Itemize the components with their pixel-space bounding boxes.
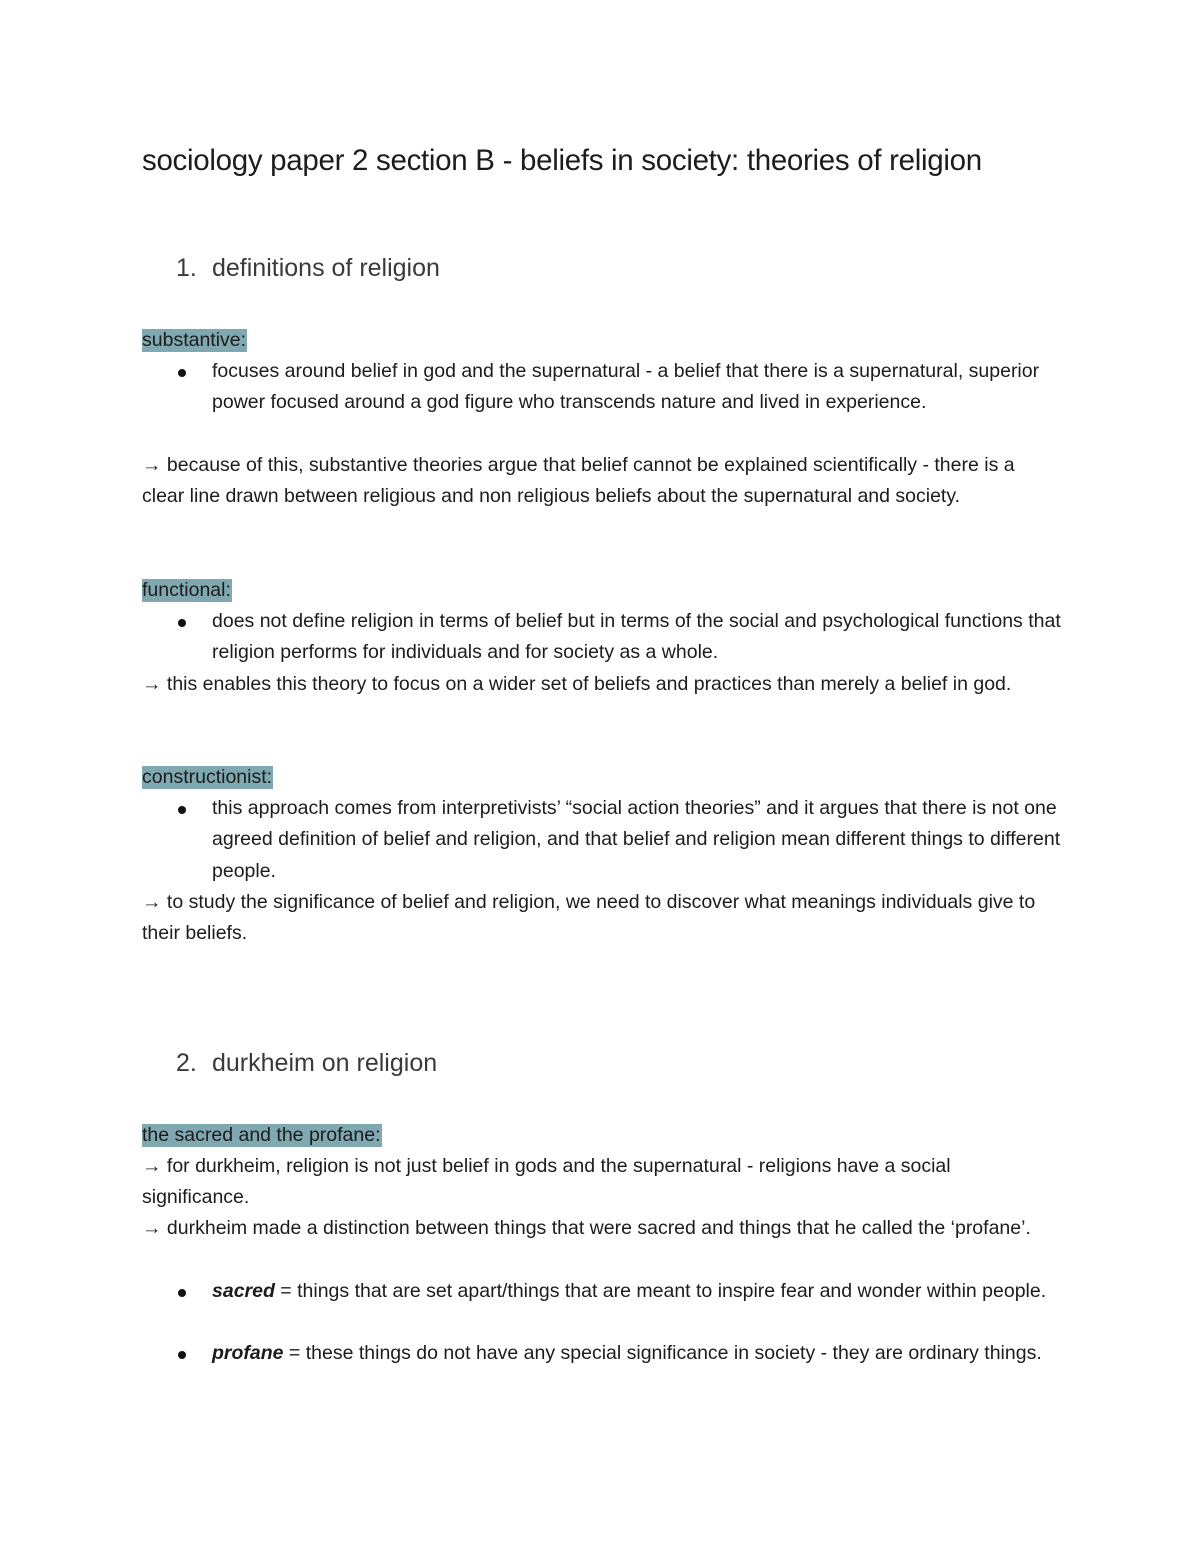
label-constructionist <box>142 765 273 790</box>
bullet-profane <box>212 1338 1072 1369</box>
section-number: 2. <box>176 1049 197 1077</box>
bullet-icon <box>178 1289 186 1297</box>
section-number: 1. <box>176 254 197 282</box>
label-substantive <box>142 328 247 353</box>
bullet-text: this approach comes from interpretivists’ “social action theories” and it argues that there is not one agreed definition of belief and religion, and that belief and religion mean different things to different people. <box>212 797 1061 882</box>
arrow-note: → because of this, substantive theories argue that belief cannot be explained scientifically - there is a clear line drawn between religious and non religious beliefs about the supernatural and society. <box>142 454 1015 508</box>
arrow-note: → this enables this theory to focus on a wider set of beliefs and practices than merely a belief in god. <box>142 673 1012 695</box>
bullet-icon <box>178 619 186 627</box>
section-title: durkheim on religion <box>212 1049 438 1077</box>
term-profane: profane <box>212 1342 284 1364</box>
highlighted-label: substantive: <box>142 329 247 351</box>
term-definition: = these things do not have any special significance in society - they are ordinary things. <box>283 1342 1042 1364</box>
bullet-text: does not define religion in terms of belief but in terms of the social and psychological functions that religion performs for individuals and for society as a whole. <box>212 610 1061 664</box>
highlighted-label: the sacred and the profane: <box>142 1124 381 1146</box>
highlighted-label: constructionist: <box>142 766 273 788</box>
arrow-note: → to study the significance of belief and religion, we need to discover what meanings individuals give to their beliefs. <box>142 891 1036 945</box>
arrow-note: → for durkheim, religion is not just belief in gods and the supernatural - religions have a social significance. <box>142 1155 951 1209</box>
section-heading-durkheim <box>176 1046 437 1080</box>
bullet-icon <box>178 369 186 377</box>
section-title: definitions of religion <box>212 254 440 282</box>
bullet-sacred <box>212 1276 1072 1307</box>
bullet-icon <box>178 1351 186 1359</box>
section-heading-definitions <box>176 251 440 285</box>
bullet-icon <box>178 806 186 814</box>
term-sacred: sacred <box>212 1280 275 1302</box>
highlighted-label: functional: <box>142 579 231 601</box>
arrow-note: → durkheim made a distinction between things that were sacred and things that he called the ‘profane’. <box>142 1217 1031 1239</box>
bullet-text: focuses around belief in god and the supernatural - a belief that there is a supernatural, superior power focused around a god figure who transcends nature and lived in experience. <box>212 360 1040 414</box>
label-sacred-profane <box>142 1123 382 1148</box>
page-title: sociology paper 2 section B - beliefs in society: theories of religion <box>142 144 982 177</box>
label-functional <box>142 578 232 603</box>
term-definition: = things that are set apart/things that are meant to inspire fear and wonder within people. <box>274 1280 1047 1302</box>
